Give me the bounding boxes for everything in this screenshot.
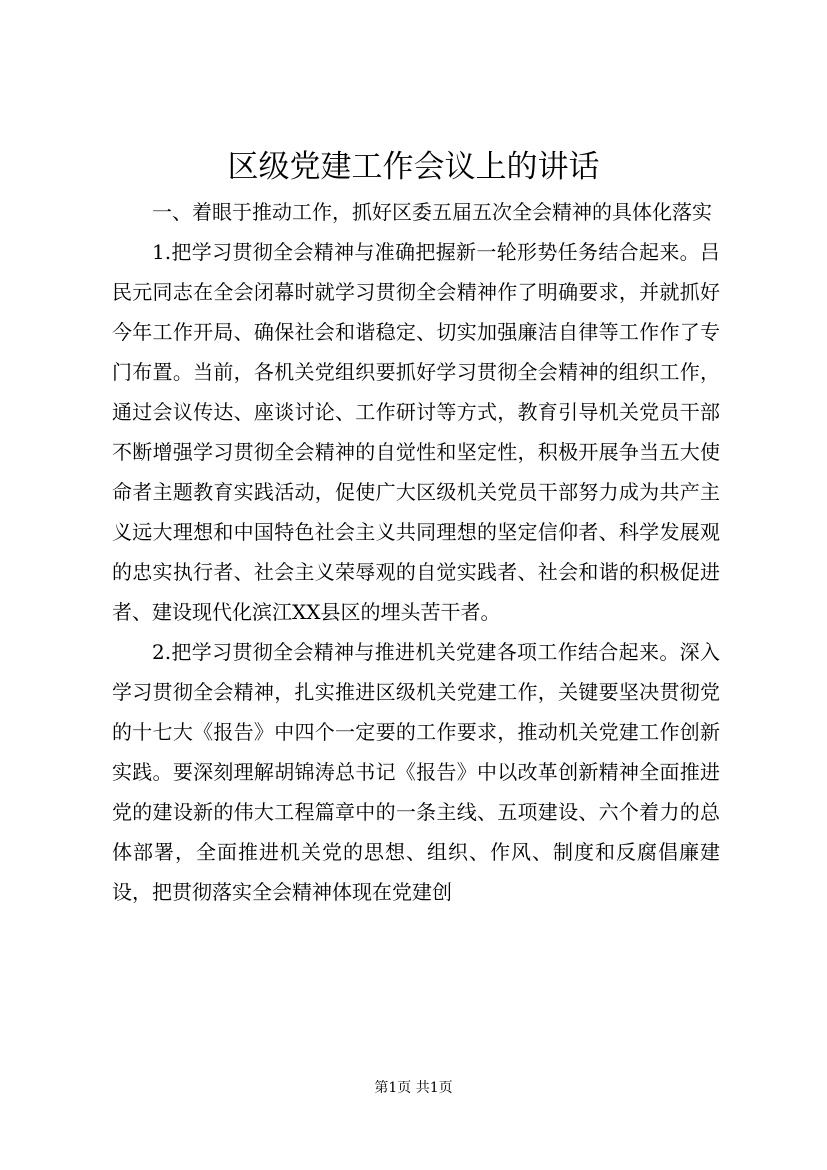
section-heading: 一、着眼于推动工作，抓好区委五届五次全会精神的具体化落实 <box>152 200 712 224</box>
body-paragraph: 1.把学习贯彻全会精神与准确把握新一轮形势任务结合起来。吕民元同志在全会闭幕时就学习贯彻全会精神作了明确要求，并就抓好今年工作开局、确保社会和谐稳定、切实加强廉洁自律等工作作了专门布置。当前，各机关党组织要抓好学习贯彻全会精神的组织工作，通过会议传达、座谈讨论、工作研讨等方式，教育引导机关党员干部不断增强学习贯彻全会精神的自觉性和坚定性，积极开展争当五大使命者主题教育实践活动，促使广大区级机关党员干部努力成为共产主义远大理想和中国特色社会主义共同理想的坚定信仰者、科学发展观的忠实执行者、社会主义荣辱观的自觉实践者、社会和谐的积极促进者、建设现代化滨江XX县区的埋头苦干者。 <box>112 240 720 624</box>
page-number-footer: 第1页 共1页 <box>374 1080 453 1096</box>
document-title: 区级党建工作会议上的讲话 <box>227 149 600 185</box>
body-paragraph: 2.把学习贯彻全会精神与推进机关党建各项工作结合起来。深入学习贯彻全会精神，扎实推进区级机关党建工作，关键要坚决贯彻党的十七大《报告》中四个一定要的工作要求，推动机关党建工作创新实践。要深刻理解胡锦涛总书记《报告》中以改革创新精神全面推进党的建设新的伟大工程篇章中的一条主线、五项建设、六个着力的总体部署，全面推进机关党的思想、组织、作风、制度和反腐倡廉建设，把贯彻落实全会精神体现在党建创 <box>112 640 720 904</box>
document-body <box>112 192 720 912</box>
